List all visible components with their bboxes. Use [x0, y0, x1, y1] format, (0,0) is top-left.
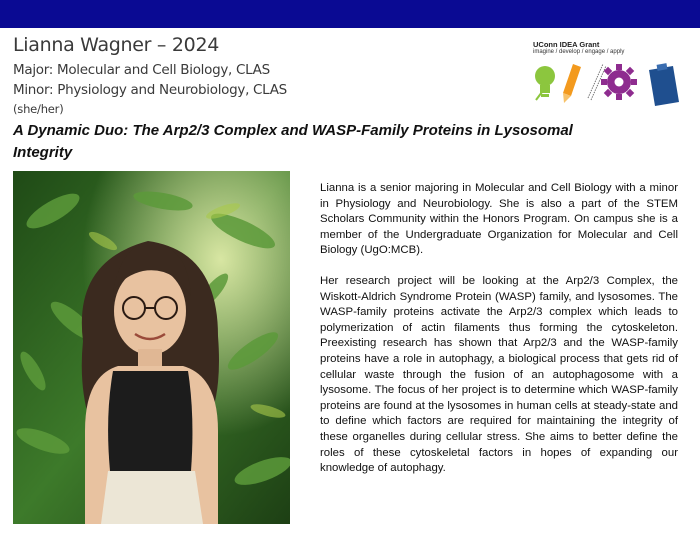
project-title: A Dynamic Duo: The Arp2/3 Complex and WASP-Family Proteins in Lysosomal Integrity — [13, 122, 573, 161]
logo-title: UConn IDEA Grant — [533, 40, 600, 49]
pencil-icon — [563, 64, 581, 103]
student-bio — [320, 181, 678, 492]
bio-paragraph-research: Her research project will be looking at the Arp2/3 Complex, the Wiskott-Aldrich Syndrome Protein (WASP) family, and lysosomes. The WASP-family proteins activate the Arp2/3 complex which leads to polymerization of actin filaments thus forming the cytoskeleton. Preexisting research has shown that Arp2/3 and the WASP-family proteins have a role in autophagy, a biological process that gets rid of cellular waste through the fusion of an autophagosome with a lysosome. The focus of her project is to determine which WASP-family proteins are found at the lysosomes in human cells at steady-state and to define which factors are required for maintaining the integrity of these organelles during cellular stress. She aims to better define the roles of these cytoskeletal factors in hopes of expanding our knowledge of autophagy. — [320, 274, 678, 475]
student-name-year: Lianna Wagner – 2024 — [13, 34, 220, 56]
bio-paragraph-intro: Lianna is a senior majoring in Molecular and Cell Biology with a minor in Physiology and Neurobiology. She is also a part of the STEM Scholars Community within the Honors Program. On campus she is a member of the Undergraduate Organization for Molecular and Cell Biology (UgO:MCB). — [320, 182, 678, 257]
top-banner-bar — [0, 0, 700, 28]
student-minor: Minor: Physiology and Neurobiology, CLAS — [13, 82, 287, 98]
student-portrait-photo — [13, 171, 290, 524]
student-major: Major: Molecular and Cell Biology, CLAS — [13, 62, 270, 78]
lightbulb-icon — [535, 66, 555, 100]
clipboard-icon — [649, 63, 679, 106]
gear-icon — [601, 64, 637, 100]
student-pronouns: (she/her) — [13, 102, 64, 116]
logo-tagline: imagine / develop / engage / apply — [533, 49, 625, 55]
uconn-idea-grant-logo — [533, 40, 683, 115]
